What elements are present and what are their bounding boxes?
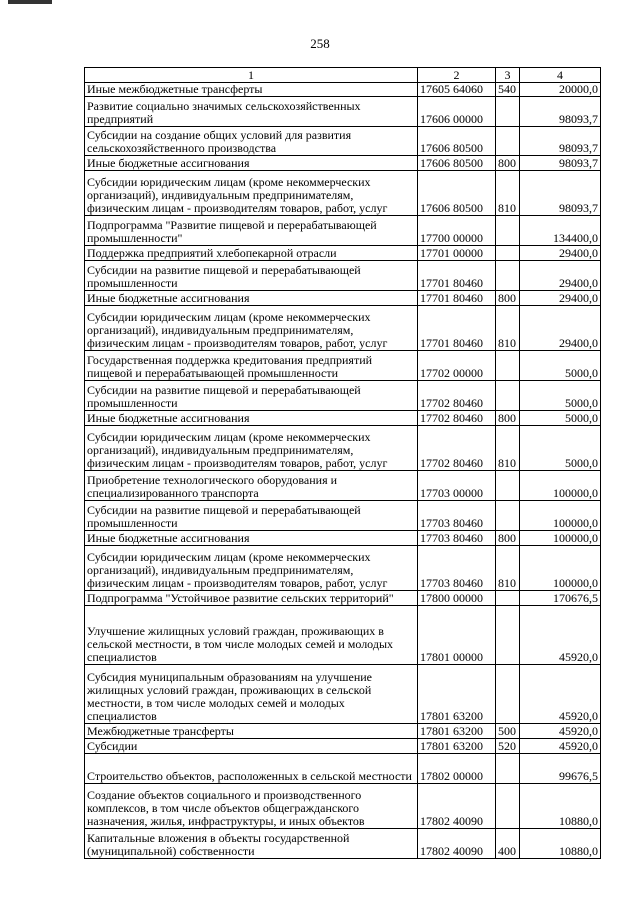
row-type: 520	[496, 739, 520, 754]
row-sum: 29400,0	[520, 261, 601, 291]
table-row	[85, 306, 601, 351]
row-name: Субсидии на развитие пищевой и перерабатывающей промышленности	[85, 381, 418, 411]
row-sum: 98093,7	[520, 97, 601, 127]
row-type: 800	[496, 531, 520, 546]
row-sum: 45920,0	[520, 665, 601, 724]
row-sum: 98093,7	[520, 171, 601, 216]
table-row	[85, 97, 601, 127]
row-name: Субсидии юридическим лицам (кроме некоммерческих организаций), индивидуальным предпринимателям, физическим лицам - производителям товаров, работ, услуг	[85, 546, 418, 591]
table-row	[85, 291, 601, 306]
row-name: Субсидии	[85, 739, 418, 754]
row-code: 17801 63200	[418, 739, 496, 754]
table-row	[85, 739, 601, 754]
table-row	[85, 724, 601, 739]
row-sum: 45920,0	[520, 739, 601, 754]
row-sum: 5000,0	[520, 381, 601, 411]
table-row	[85, 531, 601, 546]
header-col-1: 1	[85, 68, 418, 83]
header-col-4: 4	[520, 68, 601, 83]
row-sum: 29400,0	[520, 246, 601, 261]
row-sum: 100000,0	[520, 531, 601, 546]
row-name: Субсидии юридическим лицам (кроме некоммерческих организаций), индивидуальным предпринимателям, физическим лицам - производителям товаров, работ, услуг	[85, 426, 418, 471]
row-name: Субсидии юридическим лицам (кроме некоммерческих организаций), индивидуальным предпринимателям, физическим лицам - производителям товаров, работ, услуг	[85, 306, 418, 351]
row-code: 17701 80460	[418, 291, 496, 306]
table-row	[85, 546, 601, 591]
row-code: 17702 80460	[418, 381, 496, 411]
row-name: Субсидии на развитие пищевой и перерабатывающей промышленности	[85, 261, 418, 291]
table-header-row	[85, 68, 601, 83]
row-type	[496, 216, 520, 246]
row-sum: 100000,0	[520, 546, 601, 591]
row-type	[496, 665, 520, 724]
row-code: 17703 00000	[418, 471, 496, 501]
table-row	[85, 591, 601, 606]
budget-table	[84, 67, 601, 859]
row-sum: 45920,0	[520, 606, 601, 665]
header-col-3: 3	[496, 68, 520, 83]
row-code: 17703 80460	[418, 531, 496, 546]
row-name: Подпрограмма "Устойчивое развитие сельских территорий"	[85, 591, 418, 606]
row-code: 17605 64060	[418, 83, 496, 97]
row-type: 800	[496, 291, 520, 306]
row-sum: 98093,7	[520, 156, 601, 171]
page-number: 258	[310, 36, 330, 51]
row-code: 17801 00000	[418, 606, 496, 665]
row-sum: 29400,0	[520, 291, 601, 306]
row-sum: 10880,0	[520, 784, 601, 829]
row-code: 17801 63200	[418, 665, 496, 724]
row-type: 400	[496, 829, 520, 859]
row-sum: 5000,0	[520, 426, 601, 471]
row-sum: 134400,0	[520, 216, 601, 246]
row-type	[496, 591, 520, 606]
row-sum: 100000,0	[520, 501, 601, 531]
row-type	[496, 501, 520, 531]
row-name: Иные бюджетные ассигнования	[85, 156, 418, 171]
row-type: 800	[496, 411, 520, 426]
row-code: 17802 00000	[418, 754, 496, 784]
row-code: 17701 80460	[418, 306, 496, 351]
row-code: 17606 00000	[418, 97, 496, 127]
row-sum: 170676,5	[520, 591, 601, 606]
row-type: 540	[496, 83, 520, 97]
row-code: 17606 80500	[418, 156, 496, 171]
row-sum: 20000,0	[520, 83, 601, 97]
row-sum: 99676,5	[520, 754, 601, 784]
row-type	[496, 97, 520, 127]
row-name: Развитие социально значимых сельскохозяйственных предприятий	[85, 97, 418, 127]
row-name: Государственная поддержка кредитования предприятий пищевой и перерабатывающей промышленности	[85, 351, 418, 381]
row-type	[496, 471, 520, 501]
row-name: Иные бюджетные ассигнования	[85, 531, 418, 546]
row-code: 17802 40090	[418, 784, 496, 829]
row-type: 500	[496, 724, 520, 739]
row-name: Иные бюджетные ассигнования	[85, 291, 418, 306]
row-type	[496, 754, 520, 784]
row-sum: 5000,0	[520, 351, 601, 381]
table-row	[85, 665, 601, 724]
row-code: 17606 80500	[418, 171, 496, 216]
row-code: 17702 00000	[418, 351, 496, 381]
row-code: 17703 80460	[418, 546, 496, 591]
table-row	[85, 754, 601, 784]
row-code: 17702 80460	[418, 426, 496, 471]
table-row	[85, 426, 601, 471]
row-name: Улучшение жилищных условий граждан, проживающих в сельской местности, в том числе молодых семей и молодых специалистов	[85, 606, 418, 665]
table-row	[85, 501, 601, 531]
scan-edge-mark	[8, 0, 52, 4]
row-type	[496, 246, 520, 261]
row-code: 17800 00000	[418, 591, 496, 606]
row-code: 17700 00000	[418, 216, 496, 246]
table-row	[85, 216, 601, 246]
row-name: Иные бюджетные ассигнования	[85, 411, 418, 426]
row-name: Иные межбюджетные трансферты	[85, 83, 418, 97]
row-type	[496, 381, 520, 411]
row-name: Субсидии юридическим лицам (кроме некоммерческих организаций), индивидуальным предпринимателям, физическим лицам - производителям товаров, работ, услуг	[85, 171, 418, 216]
row-code: 17701 80460	[418, 261, 496, 291]
row-sum: 10880,0	[520, 829, 601, 859]
table-row	[85, 411, 601, 426]
row-type	[496, 351, 520, 381]
table-row	[85, 261, 601, 291]
table-row	[85, 171, 601, 216]
row-name: Капитальные вложения в объекты государственной (муниципальной) собственности	[85, 829, 418, 859]
row-type: 800	[496, 156, 520, 171]
table-row	[85, 784, 601, 829]
row-code: 17802 40090	[418, 829, 496, 859]
row-code: 17703 80460	[418, 501, 496, 531]
row-type	[496, 606, 520, 665]
row-type: 810	[496, 546, 520, 591]
table-row	[85, 156, 601, 171]
row-sum: 5000,0	[520, 411, 601, 426]
row-code: 17801 63200	[418, 724, 496, 739]
row-sum: 29400,0	[520, 306, 601, 351]
table-row	[85, 829, 601, 859]
row-type	[496, 784, 520, 829]
row-name: Строительство объектов, расположенных в сельской местности	[85, 754, 418, 784]
row-name: Приобретение технологического оборудования и специализированного транспорта	[85, 471, 418, 501]
row-sum: 45920,0	[520, 724, 601, 739]
table-row	[85, 83, 601, 97]
header-col-2: 2	[418, 68, 496, 83]
row-type	[496, 261, 520, 291]
row-sum: 100000,0	[520, 471, 601, 501]
row-code: 17701 00000	[418, 246, 496, 261]
table-row	[85, 381, 601, 411]
row-name: Субсидии на развитие пищевой и перерабатывающей промышленности	[85, 501, 418, 531]
table-row	[85, 246, 601, 261]
row-code: 17702 80460	[418, 411, 496, 426]
row-name: Поддержка предприятий хлебопекарной отрасли	[85, 246, 418, 261]
table-row	[85, 606, 601, 665]
row-sum: 98093,7	[520, 127, 601, 156]
row-name: Субсидия муниципальным образованиям на улучшение жилищных условий граждан, проживающих в сельской местности, в том числе молодых семей и молодых специалистов	[85, 665, 418, 724]
row-name: Подпрограмма "Развитие пищевой и перерабатывающей промышленности"	[85, 216, 418, 246]
table-row	[85, 351, 601, 381]
row-name: Субсидии на создание общих условий для развития сельскохозяйственного производства	[85, 127, 418, 156]
row-type: 810	[496, 426, 520, 471]
row-name: Межбюджетные трансферты	[85, 724, 418, 739]
table-row	[85, 471, 601, 501]
row-type: 810	[496, 171, 520, 216]
row-type: 810	[496, 306, 520, 351]
row-code: 17606 80500	[418, 127, 496, 156]
row-type	[496, 127, 520, 156]
table-row	[85, 127, 601, 156]
row-name: Создание объектов социального и производственного комплексов, в том числе объектов общегражданского назначения, жилья, инфраструктуры, и иных объектов	[85, 784, 418, 829]
